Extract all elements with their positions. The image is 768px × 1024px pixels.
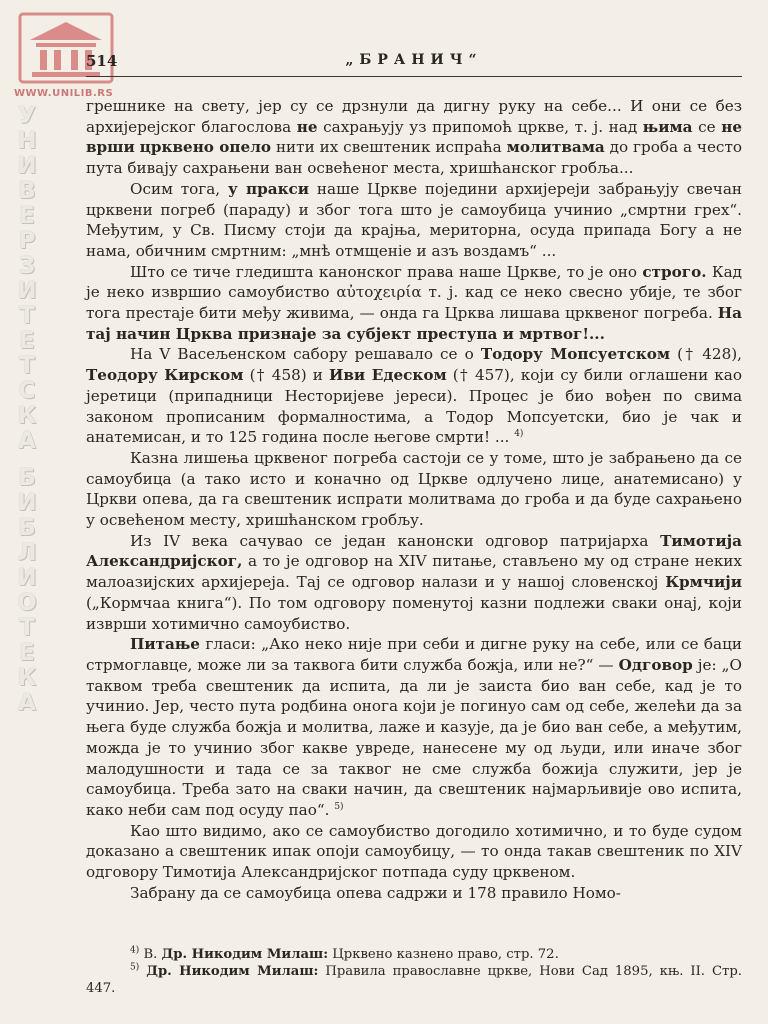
paragraph: [86, 96, 742, 179]
watermark-letter: Е: [19, 203, 35, 229]
watermark-letter: И: [17, 153, 37, 179]
page-number: 514: [86, 52, 118, 70]
body-text: [86, 96, 742, 903]
emphasis-text: Теодору Кирском: [86, 366, 244, 385]
watermark-letter: У: [18, 103, 36, 129]
emphasis-text: строго.: [642, 262, 707, 281]
watermark-letter: И: [17, 565, 37, 591]
text-run: је: „О таквом треба свештеник да испита, да ли је заиста био ван себе, кад је то учинио. Јер, често пута родбина онога који је погинуо сам од себе, желећи да за њега буде служба божја и молитва, лаже и казује, да је био ван себе, а међутим, можда је то учинио због какве увреде, нанесене му од људи, или иначе због малодушности и тада се за таквог не сме служба божија служити, јер је самоубица. Треба зато на сваки начин, да свештеник најмарљивије ово испита, како неби сам под осуду пао“.: [86, 655, 742, 819]
watermark-letter: А: [18, 690, 36, 716]
page-header: [86, 52, 742, 77]
paragraph: [86, 821, 742, 883]
footnote-ref: 5): [130, 962, 140, 973]
watermark-letter: Р: [18, 228, 36, 254]
text-run: наше Цркве поједини архијереји забрањују свечан црквени погреб (параду) и због тога што је самоубица учинио „смртни грех“. Међутим, у Св. Писму стоји да крајња, мериторна, осуда припада Богу а не нама, обичним смртним: „мнѣ отмщеніе и азъ воздамъ“ ...: [86, 179, 742, 260]
text-run: Правила православне цркве, Нови Сад 1895, књ. II. Стр. 447.: [86, 964, 742, 996]
footnotes: [86, 946, 742, 997]
paragraph: [86, 883, 742, 904]
paragraph: [86, 634, 742, 820]
text-run: („Кормчаа книга“). По том одговору поменутој казни подлежи сваки онај, који изврши хотимично самоубиство.: [86, 593, 742, 633]
watermark-letter: С: [18, 378, 36, 404]
text-run: се: [692, 117, 722, 136]
watermark-letter: Т: [19, 615, 35, 641]
watermark-letter: З: [18, 253, 36, 279]
footnote: [86, 963, 742, 997]
text-run: гласи: „Ако неко није при себи и дигне руку на себе, или се баци стрмоглавце, може ли за таквога бити служба божја, или не?“ —: [86, 635, 742, 674]
watermark-letter: А: [18, 428, 36, 454]
text-run: а то је одговор на XIV питање, стављено му од стране неких малоазијских архијереја. Тај се одговор налази и у нашој словенској: [86, 552, 742, 592]
text-run: Што се тиче гледишта канонског права наше Цркве, то је оно: [130, 262, 643, 281]
watermark-letter: Е: [19, 640, 35, 666]
emphasis-text: Тодору Мопсуетском: [480, 345, 671, 364]
emphasis-text: молитвама: [506, 138, 605, 157]
text-run: Забрану да се самоубица опева садржи и 178 правило Номо-: [130, 883, 621, 902]
text-run: († 428),: [670, 345, 743, 364]
running-title: „БРАНИЧ“: [345, 52, 483, 68]
emphasis-text: Др. Никодим Милаш:: [146, 964, 319, 979]
paragraph: [86, 179, 742, 262]
emphasis-text: Крмчији: [665, 573, 742, 592]
watermark-letter: И: [17, 278, 37, 304]
watermark-letter: О: [17, 590, 37, 616]
paragraph: [86, 262, 742, 345]
footnote-ref: 4): [514, 429, 524, 440]
text-run: сахрањују уз припомоћ цркве, т. ј. над: [317, 117, 643, 136]
watermark-letter: Т: [19, 353, 35, 379]
text-run: († 458) и: [243, 366, 330, 385]
emphasis-text: не: [296, 117, 318, 136]
watermark-letter: Н: [17, 128, 37, 154]
text-run: Кад је неко извршио самоубиство αὐτοχειρία т. ј. кад се неко свесно убије, те због тога престаје бити међу живима, — онда га Црква лишава црквеног погреба.: [86, 262, 742, 323]
watermark-letter: Б: [18, 515, 36, 541]
text-run: грешнике на свету, јер су се дрзнули да дигну руку на себе... И они се без архијерејског благослова: [86, 97, 742, 136]
watermark-letter: К: [17, 403, 37, 429]
text-run: до гроба а често пута бивају сахрањени ван освећеног места, хришћанског гробља...: [86, 138, 742, 178]
footnote-ref: 4): [130, 945, 140, 956]
emphasis-text: Одговор: [618, 655, 693, 674]
footnote-ref: 5): [334, 801, 344, 812]
watermark-letter: В: [18, 178, 36, 204]
emphasis-text: На тај начин Црква признаје за субјект преступа и мртвог!...: [86, 304, 742, 343]
watermark-letter: Л: [17, 540, 37, 566]
watermark-vertical-text: [14, 104, 40, 716]
text-run: В.: [139, 947, 162, 962]
watermark-letter: Е: [19, 328, 35, 354]
text-run: Из IV века сачувао се један канонски одговор патријарха: [130, 531, 661, 550]
watermark-letter: Т: [19, 303, 35, 329]
emphasis-text: црквено опело: [139, 138, 272, 157]
emphasis-text: Питање: [130, 635, 200, 654]
text-run: Осим тога,: [130, 179, 228, 198]
text-run: нити их свештеник испраћа: [271, 138, 507, 157]
watermark-site-url: WWW.UNILIB.RS: [14, 88, 114, 99]
emphasis-text: Иви Едеском: [329, 366, 447, 385]
paragraph: [86, 344, 742, 448]
emphasis-text: њима: [642, 117, 693, 136]
paragraph: [86, 448, 742, 531]
watermark-letter: И: [17, 490, 37, 516]
emphasis-text: не врши: [86, 117, 742, 157]
footnote: [86, 946, 742, 963]
emphasis-text: у пракси: [227, 179, 310, 198]
watermark-letter: Б: [18, 465, 36, 491]
paragraph: [86, 531, 742, 635]
emphasis-text: Тимотија Александријског,: [86, 531, 742, 571]
watermark-letter: К: [17, 665, 37, 691]
text-run: († 457), који су били оглашени као јеретици (припадници Несторијеве јереси). Процес је био вођен по свима законом прописаним формалностима, а Тодор Мопсуетски, био је чак и анатемисан, и то 125 година после његове смрти! ...: [86, 366, 742, 447]
text-run: Црквено казнено право, стр. 72.: [328, 947, 559, 962]
text-run: Као што видимо, ако се самоубиство догодило хотимично, и то буде судом доказано а свештеник ипак опоји самоубицу, — то онда такав свештеник по XIV одговору Тимотија Александријског потпада суду црквеном.: [86, 821, 742, 882]
emphasis-text: Др. Никодим Милаш:: [161, 947, 329, 962]
text-run: На V Васељенском сабору решавало се о: [130, 345, 481, 364]
text-run: Казна лишења црквеног погреба састоји се у томе, што је забрањено да се самоубица (а тако исто и коначно од Цркве одлучено лице, анатемисано) у Цркви опева, да га свештеник испрати молитвама до гроба и да буде сахрањено у освећеном месту, хришћанском гробљу.: [86, 448, 742, 530]
